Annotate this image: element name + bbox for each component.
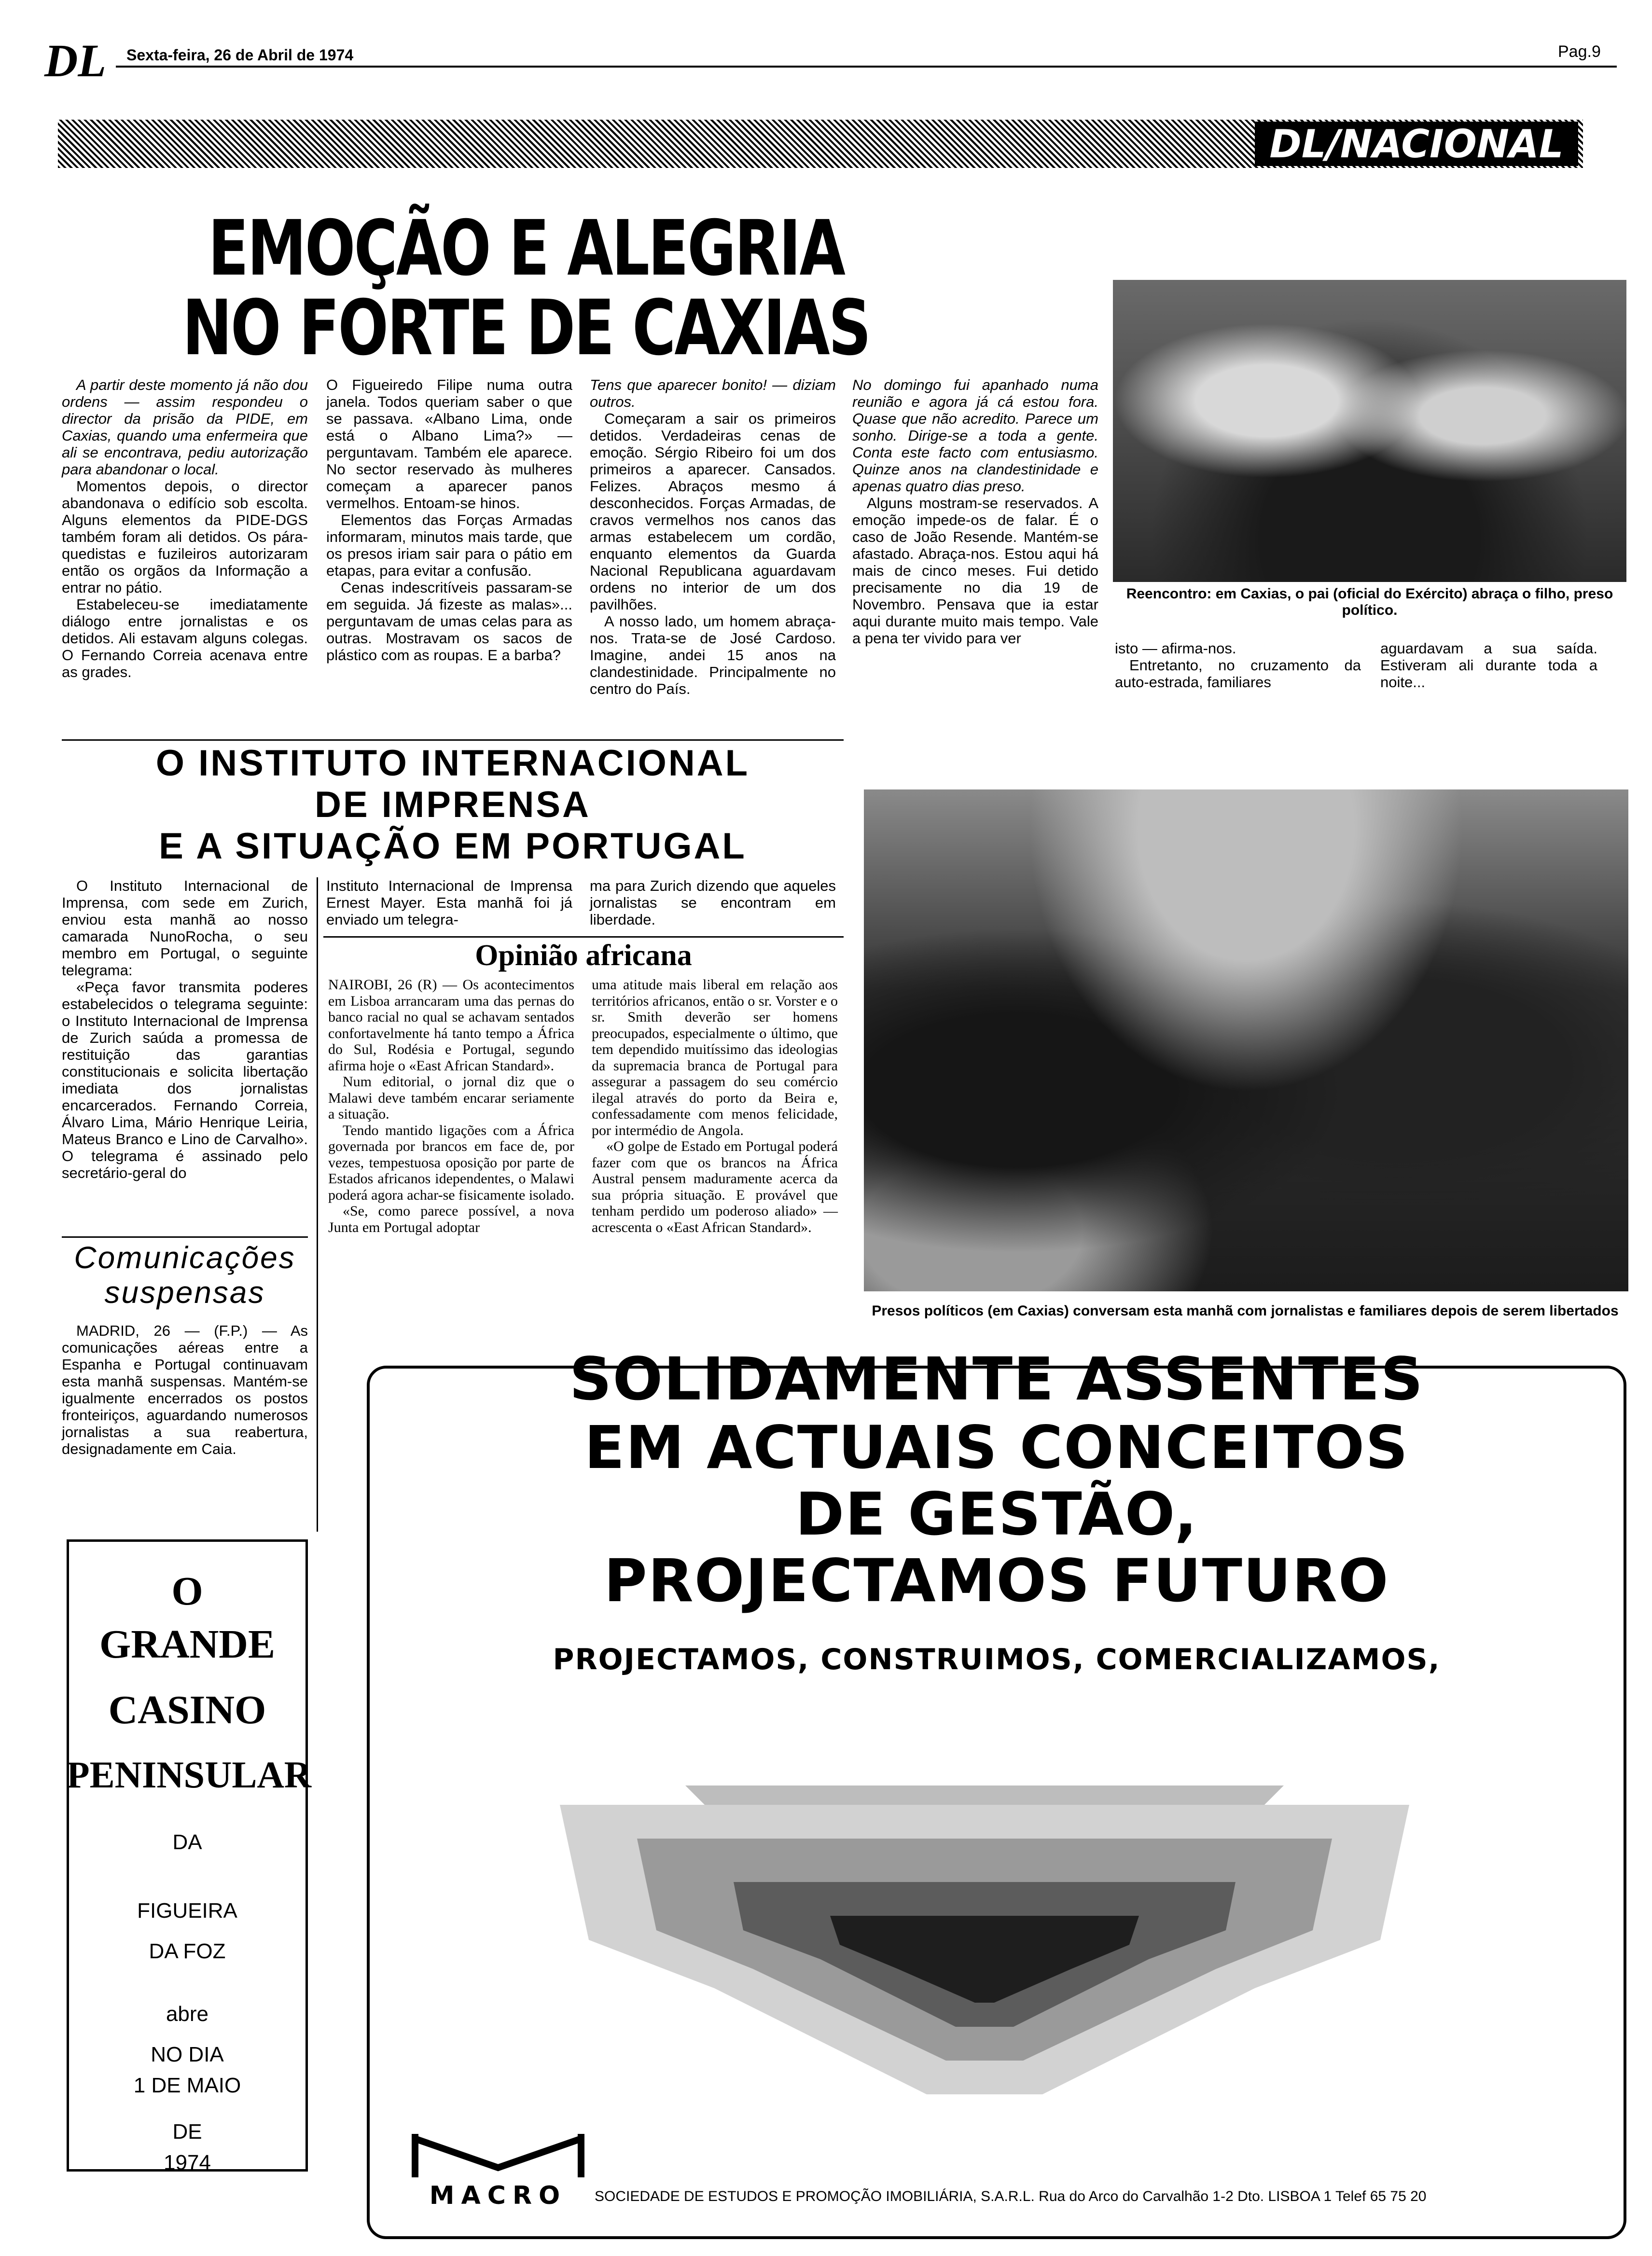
article1-col3: [590, 376, 836, 697]
article2-col3-p1: ma para Zurich dizendo que aqueles jornalistas se encontram em liberdade.: [590, 877, 836, 928]
article1-col4: [852, 376, 1098, 647]
article1-headline-line1: EMOÇÃO E ALEGRIA: [208, 204, 844, 293]
article1-col3-p2: Começaram a sair os primeiros detidos. Verdadeiras cenas de emoção. Sérgio Ribeiro foi um dos primeiros a aparecer. Cansados. Felizes. Abraços mesmo á desconhecidos. Forças Armadas, de cravos vermelhos nos canos das armas estabelecem um cordão, enquanto elementos da Guarda Nacional Republicana aguardavam ordens no interior de um dos pavilhões.: [590, 410, 836, 613]
section-label: DL/NACIONAL: [1269, 122, 1564, 166]
casino-ad-line8: abre: [166, 2002, 209, 2026]
casino-ad-line3: CASINO: [108, 1688, 266, 1732]
article1-col1-p2: Momentos depois, o director abandonava o edifício sob escolta. Alguns elementos da PIDE-DGS também foram ali detidos. Os pára-quedistas e fuzileiros autorizaram então os orgãos da Informação a entrar no pátio.: [62, 478, 308, 596]
prisoners-photo: [864, 789, 1628, 1291]
article1-col2: [326, 376, 572, 664]
casino-ad-line5: DA: [172, 1830, 202, 1854]
casino-ad-line6: FIGUEIRA: [137, 1899, 237, 1923]
article2-headline-line2: DE IMPRENSA: [315, 784, 591, 825]
article1-col3-p1: Tens que aparecer bonito! — diziam outros.: [590, 376, 836, 410]
article1-col4-p1: No domingo fui apanhado numa reunião e agora já cá estou fora. Quase que não acredito. Parece um sonho. Dirige-se a toda a gente. Conta este facto com entusiasmo. Quinze anos na clandestinidade e apenas quatro dias preso.: [852, 376, 1098, 495]
article1-col1-p1: A partir deste momento já não dou ordens — assim respondeu o director da prisão da PIDE, em Caxias, quando uma enfermeira que ali se encontrava, pediu autorização para abandonar o local.: [62, 376, 308, 478]
article1-col4-p2: Alguns mostram-se reservados. A emoção impede-os de falar. É o caso de João Resende. Mantém-se afastado. Abraça-nos. Estou aqui há mais de cinco meses. Fui detido precisamente no dia 19 de Novembro. Pensava que ia estar aqui durante muito mais tempo. Vale a pena ter vivido para ver: [852, 495, 1098, 647]
article1-col5-p2: Entretanto, no cruzamento da auto-estrada, familiares: [1115, 657, 1361, 691]
article4-body: [62, 1322, 308, 1457]
article2-col1-p1: O Instituto Internacional de Imprensa, com sede em Zurich, enviou esta manhã ao nosso camarada NunoRocha, o seu membro em Portugal, o seguinte telegrama:: [62, 877, 308, 979]
column-divider: [317, 877, 318, 1532]
prisoners-photo-caption: Presos políticos (em Caxias) conversam esta manhã com jornalistas e familiares depois de serem libertados: [872, 1303, 1619, 1319]
article3-col2: [592, 977, 838, 1235]
article3-col1: [328, 977, 574, 1235]
macro-ad-line4: PROJECTAMOS FUTURO: [604, 1547, 1389, 1615]
article2-headline-line3: E A SITUAÇÃO EM PORTUGAL: [159, 826, 747, 867]
casino-ad-line9: NO DIA: [151, 2043, 224, 2066]
casino-ad-line10: 1 DE MAIO: [133, 2074, 241, 2097]
article1-col2-p2: Elementos das Forças Armadas informaram, minutos mais tarde, que os presos iriam sair para o pátio em etapas, para evitar a confusão.: [326, 512, 572, 579]
article1-col3-p3: A nosso lado, um homem abraça-nos. Trata-se de José Cardoso. Imagine, andei 15 anos na clandestinidade. Principalmente no centro do País.: [590, 613, 836, 697]
article2-headline-line1: O INSTITUTO INTERNACIONAL: [155, 743, 750, 784]
macro-ad-footer: SOCIEDADE DE ESTUDOS E PROMOÇÃO IMOBILIÁRIA, S.A.R.L. Rua do Arco do Carvalhão 1-2 Dto. LISBOA 1 Telef 65 75 20: [595, 2188, 1427, 2204]
article4-headline-line2: suspensas: [104, 1275, 265, 1310]
article1-col2-p3: Cenas indescritíveis passaram-se em seguida. Já fizeste as malas»... perguntavam de umas celas para as outras. Mostravam os sacos de plástico com as roupas. E a barba?: [326, 579, 572, 664]
article1-col6-p1: aguardavam a sua saída. Estiveram ali durante toda a noite...: [1380, 640, 1597, 691]
macro-logo-text: MACRO: [429, 2181, 567, 2210]
casino-ad-line11: DE: [172, 2120, 202, 2144]
article1-col5-p1: isto — afirma-nos.: [1115, 640, 1236, 657]
article3-col1-p1: NAIROBI, 26 (R) — Os acontecimentos em Lisboa arrancaram uma das pernas do banco racial no qual se achavam sentados confortavelmente há tanto tempo a África do Sul, Rodésia e Portugal, segundo afirma hoje o «East African Standard».: [328, 977, 574, 1074]
casino-ad-line1: O: [171, 1569, 203, 1614]
article3-col1-p4: «Se, como parece possível, a nova Junta em Portugal adoptar: [328, 1203, 574, 1235]
casino-ad-line12: 1974: [164, 2151, 211, 2174]
article3-col1-p3: Tendo mantido ligações com a África governada por brancos em face de, por vezes, tempestuosa oposição por parte de Estados africanos idependentes, o Malawi poderá agora achar-se fisicamente isolado.: [328, 1122, 574, 1203]
article3-col1-p2: Num editorial, o jornal diz que o Malawi deve também encarar seriamente a situação.: [328, 1074, 574, 1122]
reunion-photo: [1113, 280, 1626, 582]
masthead-logo: DL: [44, 35, 106, 86]
article3-headline: Opinião africana: [475, 939, 692, 972]
article1-col1-p3: Estabeleceu-se imediatamente diálogo entre jornalistas e os detidos. Ali estavam alguns colegas. O Fernando Correia acenava entre as grades.: [62, 596, 308, 680]
macro-ad-line3: DE GESTÃO,: [795, 1480, 1198, 1549]
macro-ad-building-graphic: [560, 1785, 1409, 2094]
macro-ad-subline: PROJECTAMOS, CONSTRUIMOS, COMERCIALIZAMOS,: [553, 1643, 1441, 1676]
macro-ad-line1: SOLIDAMENTE ASSENTES: [569, 1345, 1424, 1413]
article1-headline-line2: NO FORTE DE CAXIAS: [182, 284, 870, 373]
reunion-photo-caption: Reencontro: em Caxias, o pai (oficial do Exército) abraça o filho, preso político.: [1126, 586, 1613, 618]
article3-col2-p2: «O golpe de Estado em Portugal poderá fazer com que os brancos na África Austral pensem maduramente acerca da sua própria situação. E provável que tenham perdido um poderoso aliado» — acrescenta o «East African Standard».: [592, 1138, 838, 1235]
article1-col6: [1380, 640, 1597, 691]
article2-col2: [326, 877, 572, 928]
casino-ad-line2: GRANDE: [99, 1622, 275, 1667]
building-roof: [685, 1785, 1284, 1805]
article1-col1: [62, 376, 308, 680]
macro-ad-line2: EM ACTUAIS CONCEITOS: [584, 1413, 1409, 1482]
casino-ad-line4: PENINSULAR: [67, 1754, 312, 1796]
masthead-page: Pag.9: [1558, 42, 1601, 61]
article4-body-p1: MADRID, 26 — (F.P.) — As comunicações aéreas entre a Espanha e Portugal continuavam esta manhã suspensas. Mantém-se igualmente encerrados os postos fronteiriços, aguardando numerosos jornalistas a sua reabertura, designadamente em Caia.: [62, 1322, 308, 1457]
article1-col2-p1: O Figueiredo Filipe numa outra janela. Todos queriam saber o que se passava. «Albano Lima, onde está o Albano Lima?» — perguntavam. Também ele aparece. No sector reservado às mulheres começam a aparecer panos vermelhos. Entoam-se hinos.: [326, 376, 572, 512]
masthead-date: Sexta-feira, 26 de Abril de 1974: [126, 46, 354, 64]
masthead-rule: [116, 66, 1617, 68]
article4-headline-line1: Comunicações: [74, 1240, 296, 1275]
article2-col3: [590, 877, 836, 928]
article4-rule: [62, 1236, 308, 1238]
casino-ad-line7: DA FOZ: [149, 1939, 226, 1963]
article2-col2-p1: Instituto Internacional de Imprensa Ernest Mayer. Esta manhã foi já enviado um telegra-: [326, 877, 572, 928]
article1-bottom-rule: [62, 739, 844, 741]
article1-col5: [1115, 640, 1361, 691]
macro-logo-mark: [411, 2129, 585, 2182]
article2-col1: [62, 877, 308, 1181]
article3-col2-p1: uma atitude mais liberal em relação aos territórios africanos, então o sr. Vorster e o sr. Smith deverão ser homens preocupados, especialmente o último, que tem dependido muitíssimo das ideologias da supremacia branca de Portugal para assegurar a passagem do seu comércio ilegal através do porto da Beira e, confessadamente com menos felicidade, por intermédio de Angola.: [592, 977, 838, 1138]
article2-col1-p2: «Peça favor transmita poderes estabelecidos o telegrama seguinte: o Instituto Internacional de Imprensa de Zurich saúda a promessa de restituição das garantias constitucionais e solicita libertação imediata dos jornalistas encarcerados. Fernando Correia, Álvaro Lima, Mário Henrique Leiria, Mateus Branco e Lino de Carvalho». O telegrama é assinado pelo secretário-geral do: [62, 979, 308, 1181]
